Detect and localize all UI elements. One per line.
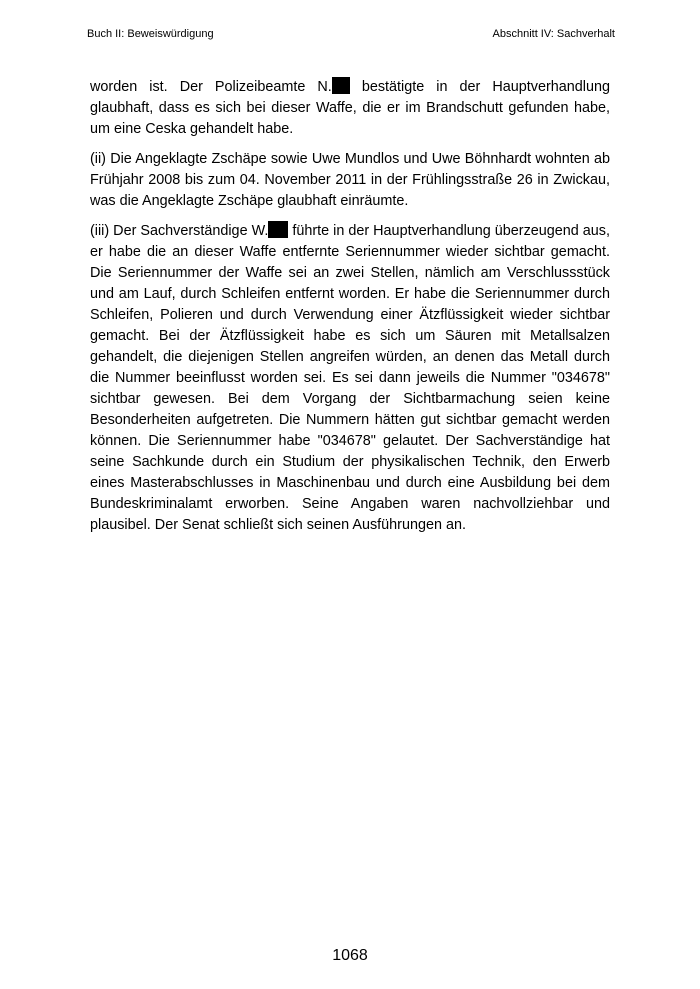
header-book-title: Buch II: Beweiswürdigung (87, 28, 214, 40)
paragraph-3-start: (iii) Der Sachverständige W. (90, 223, 269, 239)
page-number: 1068 (332, 947, 368, 964)
redaction-block (332, 77, 350, 94)
paragraph-1 (90, 77, 610, 140)
paragraph-1-start: worden ist. Der Polizeibeamte N. (90, 79, 332, 95)
paragraph-3-end: führte in der Hauptverhandlung überzeugend aus, er habe die an dieser Waffe entfernte Seriennummer wieder sichtbar gemacht. Die Seriennummer der Waffe sei an zwei Stellen, nämlich am Verschlussstück und am Lauf, durch Schleifen entfernt worden. Er habe die Seriennummer durch Schleifen, Polieren und durch Verwendung einer Ätzflüssigkeit wieder sichtbar gemacht. Bei der Ätzflüssigkeit habe es sich um Säuren mit Metallsalzen gehandelt, die diejenigen Stellen angreifen würden, an denen das Metall durch die Nummer beeinflusst worden sei. Es sei dann jeweils die Nummer "034678" sichtbar gewesen. Bei dem Vorgang der Sichtbarmachung seien keine Besonderheiten aufgetreten. Die Nummern hätten gut sichtbar gemacht werden können. Die Seriennummer habe "034678" gelautet. Der Sachverständige hat seine Sachkunde durch ein Studium der physikalischen Technik, den Erwerb eines Masterabschlusses in Maschinenbau und durch eine Ausbildung bei dem Bundeskriminalamt erworben. Seine Angaben waren nachvollziehbar und plausibel. Der Senat schließt sich seinen Ausführungen an. (90, 223, 610, 533)
paragraph-3 (90, 221, 610, 536)
header-section-title: Abschnitt IV: Sachverhalt (492, 28, 615, 40)
document-body (90, 77, 610, 545)
page-header (87, 26, 615, 42)
paragraph-2: (ii) Die Angeklagte Zschäpe sowie Uwe Mundlos und Uwe Böhnhardt wohnten ab Frühjahr 2008 bis zum 04. November 2011 in der Frühlingsstraße 26 in Zwickau, was die Angeklagte Zschäpe glaubhaft einräumte. (90, 151, 610, 209)
redaction-block (268, 221, 288, 238)
paragraph-1-end: bestätigte in der Hauptverhandlung glaubhaft, dass es sich bei dieser Waffe, die er im Brandschutt gefunden habe, um eine Ceska gehandelt habe. (90, 79, 610, 137)
